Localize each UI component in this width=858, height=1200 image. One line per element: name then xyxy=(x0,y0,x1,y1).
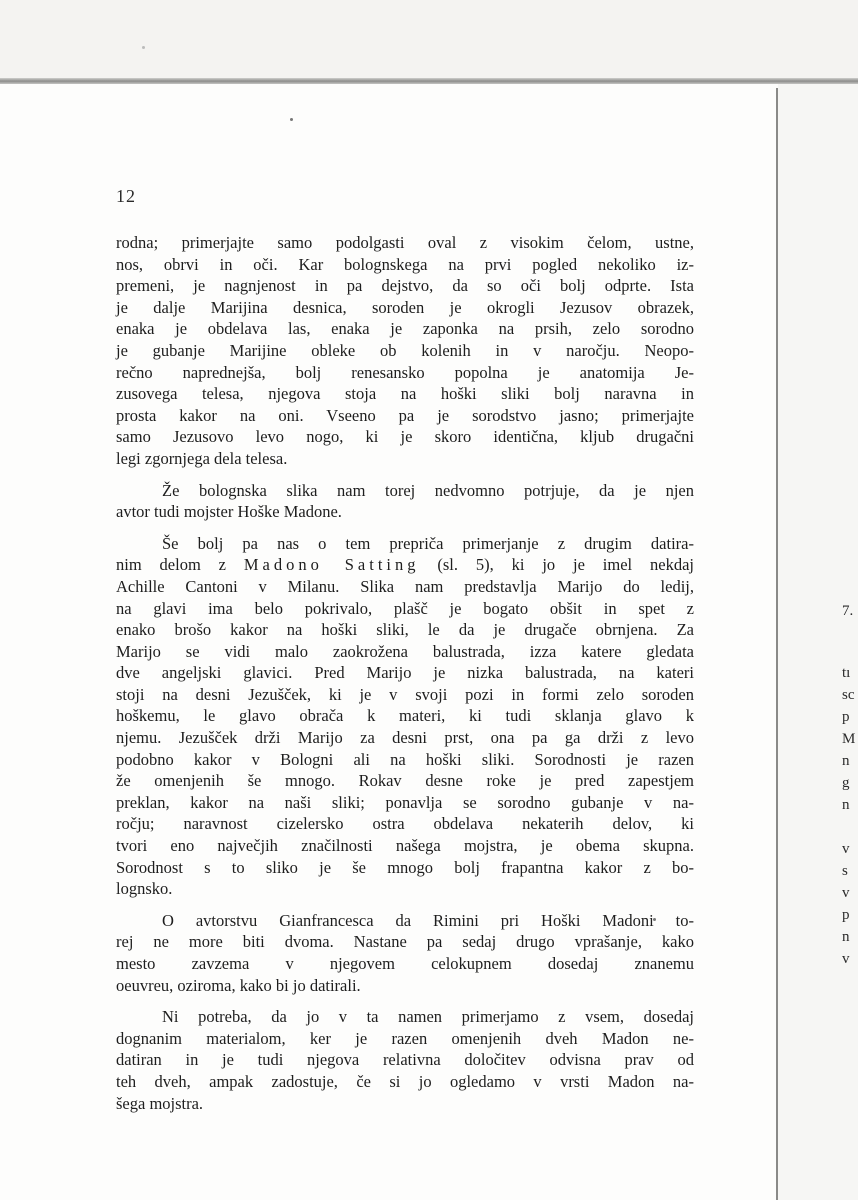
text-line: Marijo se vidi malo zaokrožena balustrada, izza katere gledata xyxy=(116,641,694,661)
paragraph-4 xyxy=(116,910,694,996)
text-line: nos, obrvi in oči. Kar bolognskega na prvi pogled nekoliko iz- xyxy=(116,254,694,274)
text-line: mesto zavzema v njegovem celokupnem dosedaj znanemu xyxy=(116,954,694,973)
text-line: rej ne more biti dvoma. Nastane pa sedaj drugo vprašanje, kako xyxy=(116,932,694,952)
fragment: n xyxy=(842,797,850,813)
text-line-with-spaced-title xyxy=(116,554,694,576)
text-line: Ni potreba, da jo v ta namen primerjamo z vsem, dosedaj xyxy=(162,1007,694,1027)
text-line: avtor tudi mojster Hoške Madone. xyxy=(116,502,342,522)
text-line: premeni, je nagnjenost in pa dejstvo, da so oči bolj odprte. Ista xyxy=(116,276,694,296)
dust-speck xyxy=(290,118,293,121)
text-line: Sorodnost s to sliko je še mnogo bolj frapantna kakor z bo- xyxy=(116,857,694,877)
text-line: njemu. Jezušček drži Marijo za desni prst, ona pa ga drži z levo xyxy=(116,728,694,748)
text-line: samo Jezusovo levo nogo, ki je skoro identična, kljub drugačni xyxy=(116,427,694,447)
text-line: tvori eno največjih značilnosti našega mojstra, je obema skupna. xyxy=(116,836,694,856)
paragraph-3 xyxy=(116,533,694,900)
paragraph-2 xyxy=(116,480,694,523)
text-line: O avtorstvu Gianfrancesca da Rimini pri Hoški Madoni to- xyxy=(162,910,694,930)
text-line: zusovega telesa, njegova stoja na hoški sliki bolj naravna in xyxy=(116,384,694,404)
text-line: prosta kakor na oni. Vseeno pa je sorodstvo jasno; primerjajte xyxy=(116,405,694,425)
text-line: preklan, kakor na naši sliki; ponavlja se sorodno gubanje v na- xyxy=(116,792,694,812)
fragment: g xyxy=(842,775,850,791)
text-segment: nim delom z xyxy=(116,555,244,575)
fragment: n xyxy=(842,753,850,769)
text-line: stoji na desni Jezušček, ki je v svoji pozi in formi zelo soroden xyxy=(116,684,694,704)
text-line: datiran in je tudi njegova relativna določitev odvisna prav od xyxy=(116,1050,694,1070)
dust-speck xyxy=(142,46,145,49)
text-line: rodna; primerjajte samo podolgasti oval z visokim čelom, ustne, xyxy=(116,233,694,252)
text-line: dognanim materialom, ker je razen omenjenih dveh Madon ne- xyxy=(116,1028,694,1048)
adjacent-page-text-fragments xyxy=(842,600,858,970)
text-line: rečno naprednejša, bolj renesansko popolna je anatomija Je- xyxy=(116,362,694,382)
fragment: s xyxy=(842,863,848,879)
fragment: p xyxy=(842,709,850,725)
text-line: oeuvreu, oziroma, kako bi jo datirali. xyxy=(116,975,361,995)
text-line: teh dveh, ampak zadostuje, če si jo ogledamo v vrsti Madon na- xyxy=(116,1071,694,1091)
fragment: tı xyxy=(842,665,851,681)
page-number: 12 xyxy=(116,186,136,206)
fragment: v xyxy=(842,885,850,901)
fragment: v xyxy=(842,951,850,967)
fragment: M xyxy=(842,731,856,747)
text-line: podobno kakor v Bologni ali na hoški sliki. Sorodnosti je razen xyxy=(116,749,694,769)
text-line: je gubanje Marijine obleke ob kolenih in v naročju. Neopo- xyxy=(116,340,694,360)
text-line: Achille Cantoni v Milanu. Slika nam predstavlja Marijo do ledij, xyxy=(116,576,694,596)
paragraph-5 xyxy=(116,1006,694,1114)
text-line: Še bolj pa nas o tem prepriča primerjanje z drugim datira- xyxy=(162,533,694,553)
text-line: že omenjenih še mnogo. Rokav desne roke je pred zapestjem xyxy=(116,771,694,791)
text-line: Že bolognska slika nam torej nedvomno potrjuje, da je njen xyxy=(162,480,694,500)
fragment: sc xyxy=(842,687,855,703)
text-line: ročju; naravnost cizelersko ostra obdelava nekaterih delov, ki xyxy=(116,814,694,834)
text-line: legi zgornjega dela telesa. xyxy=(116,448,288,468)
text-line: lognsko. xyxy=(116,879,173,899)
paragraph-1 xyxy=(116,232,694,470)
fragment: n xyxy=(842,929,850,945)
text-line: enaka je obdelava las, enaka je zaponka na prsih, zelo sorodno xyxy=(116,319,694,339)
fragment: 7. xyxy=(842,603,854,619)
fragment: p xyxy=(842,907,850,923)
text-line: na glavi ima belo pokrivalo, plašč je bogato obšit in spet z xyxy=(116,598,694,618)
scan-background-top xyxy=(0,0,858,84)
text-line: dve angeljski glavici. Pred Marijo je nizka balustrada, na kateri xyxy=(116,663,694,683)
text-segment: (sl. 5), ki jo je imel nekdaj xyxy=(419,555,694,575)
page-gutter-edge xyxy=(776,88,778,1200)
text-line: hoškemu, le glavo obrača k materi, ki tudi sklanja glavo k xyxy=(116,706,694,726)
text-line: enako brošo kakor na hoški sliki, le da je drugače obrnjena. Za xyxy=(116,620,694,640)
text-line: šega mojstra. xyxy=(116,1093,204,1113)
text-line: je dalje Marijina desnica, soroden je okrogli Jezusov obrazek, xyxy=(116,297,694,317)
fragment: v xyxy=(842,841,850,857)
artwork-title: Madono Satting xyxy=(243,555,420,575)
body-text xyxy=(116,232,694,1114)
